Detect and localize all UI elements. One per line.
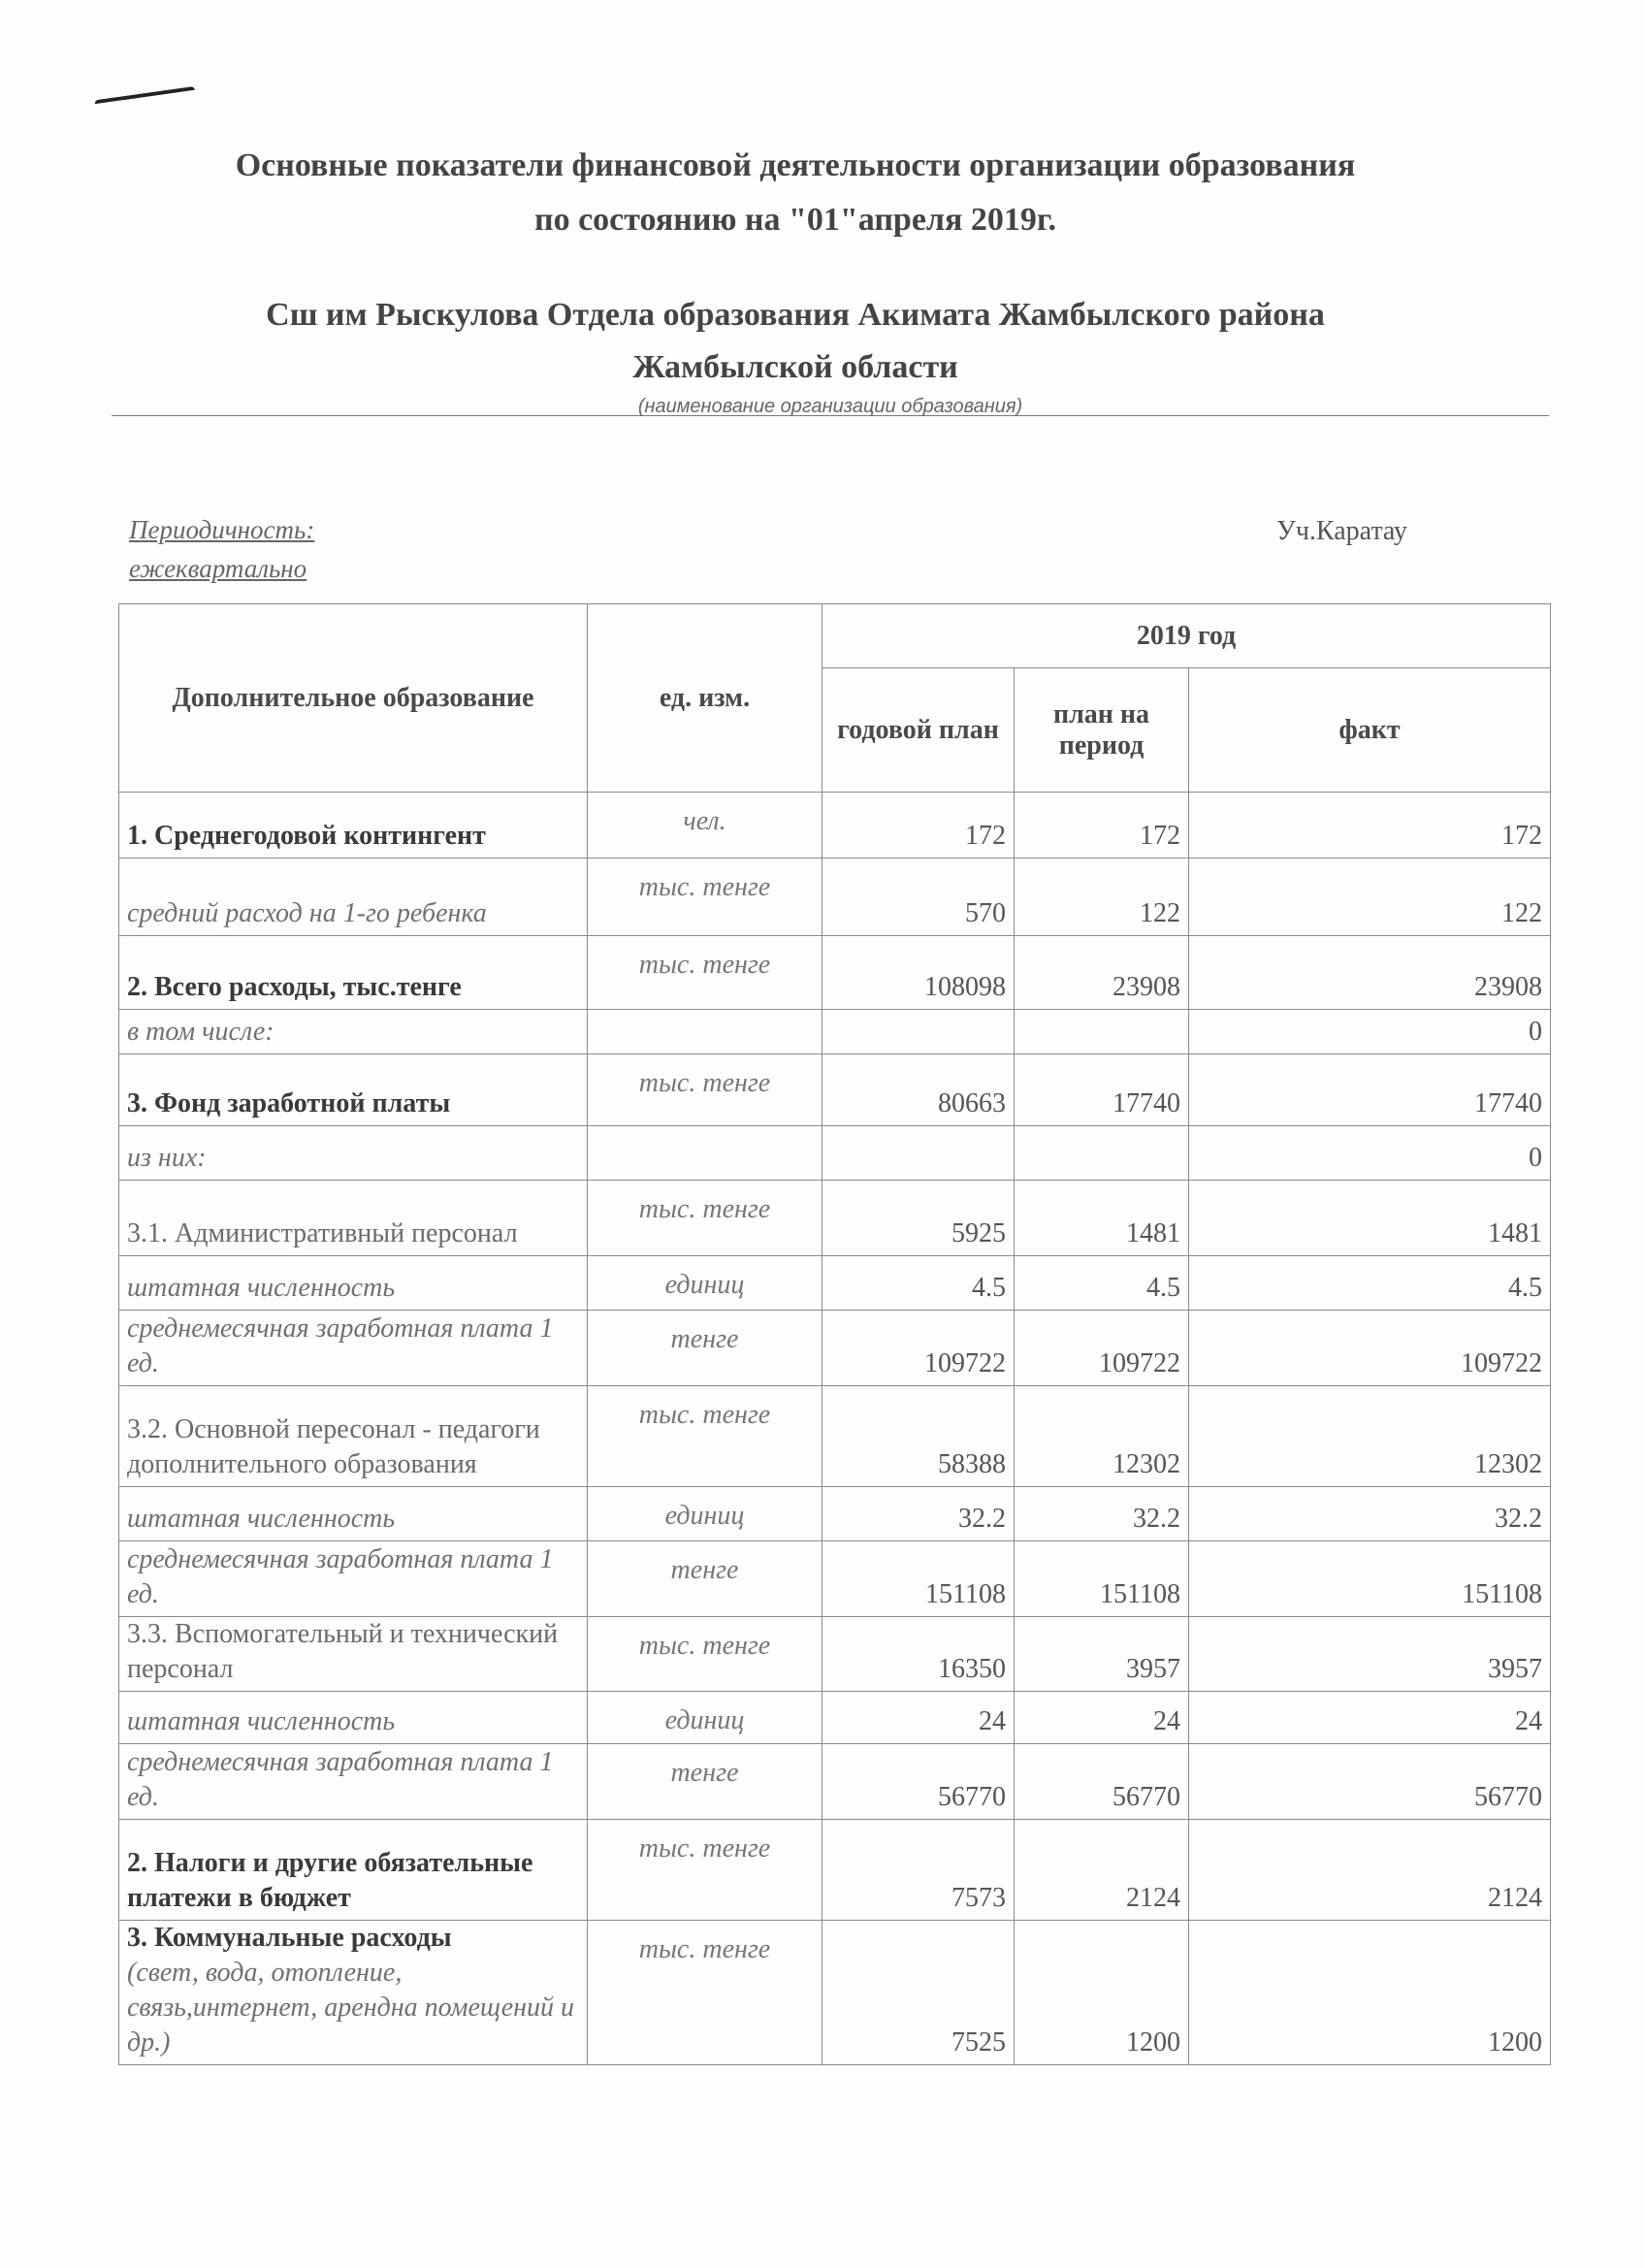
table-row bbox=[119, 1256, 1551, 1311]
row-annual-plan: 80663 bbox=[822, 1054, 1015, 1126]
row-period-plan: 109722 bbox=[1015, 1311, 1189, 1386]
row-period-plan: 24 bbox=[1015, 1692, 1189, 1744]
periodicity bbox=[129, 510, 314, 588]
row-unit: тыс. тенге bbox=[588, 1820, 822, 1921]
row-label bbox=[119, 1311, 588, 1386]
table-row bbox=[119, 1921, 1551, 2065]
row-label bbox=[119, 1181, 588, 1256]
row-fact: 0 bbox=[1189, 1126, 1551, 1181]
row-fact: 17740 bbox=[1189, 1054, 1551, 1126]
periodicity-value: ежеквартально bbox=[129, 554, 307, 583]
row-annual-plan: 7573 bbox=[822, 1820, 1015, 1921]
table-row bbox=[119, 1692, 1551, 1744]
row-label bbox=[119, 1820, 588, 1921]
table-row bbox=[119, 1010, 1551, 1054]
row-label-text: средний расход на 1-го ребенка bbox=[127, 898, 487, 928]
row-annual-plan bbox=[822, 1010, 1015, 1054]
header-unit: ед. изм. bbox=[588, 604, 822, 793]
header-fact: факт bbox=[1189, 668, 1551, 793]
table-row bbox=[119, 1386, 1551, 1487]
row-period-plan: 2124 bbox=[1015, 1820, 1189, 1921]
row-annual-plan bbox=[822, 1126, 1015, 1181]
organization-name-line1: Сш им Рыскулова Отдела образования Акимата Жамбылского района bbox=[266, 297, 1325, 333]
row-unit bbox=[588, 1010, 822, 1054]
document-title-line1: Основные показатели финансовой деятельности организации образования bbox=[235, 147, 1356, 183]
row-fact: 0 bbox=[1189, 1010, 1551, 1054]
row-label-text: 1. Среднегодовой контингент bbox=[127, 821, 486, 851]
row-unit: единиц bbox=[588, 1487, 822, 1541]
scan-pen-mark bbox=[94, 86, 196, 115]
row-label-text: в том числе: bbox=[127, 1017, 274, 1047]
row-period-plan: 4.5 bbox=[1015, 1256, 1189, 1311]
table-row bbox=[119, 1541, 1551, 1617]
row-period-plan: 1481 bbox=[1015, 1181, 1189, 1256]
row-unit bbox=[588, 1126, 822, 1181]
row-label bbox=[119, 1744, 588, 1820]
row-fact: 151108 bbox=[1189, 1541, 1551, 1617]
row-label bbox=[119, 1541, 588, 1617]
row-label-text: среднемесячная заработная плата 1 ед. bbox=[127, 1544, 554, 1609]
row-label-text: из них: bbox=[127, 1143, 207, 1173]
row-fact: 24 bbox=[1189, 1692, 1551, 1744]
row-annual-plan: 151108 bbox=[822, 1541, 1015, 1617]
row-period-plan: 12302 bbox=[1015, 1386, 1189, 1487]
row-label-text: 3. Коммунальные расходы bbox=[127, 1923, 452, 1953]
table-row bbox=[119, 1126, 1551, 1181]
table-row bbox=[119, 1744, 1551, 1820]
header-year: 2019 год bbox=[822, 604, 1551, 668]
organization-name-line2: Жамбылской области bbox=[632, 349, 958, 385]
row-unit: тыс. тенге bbox=[588, 1386, 822, 1487]
document-title-line2: по состоянию на "01"апреля 2019г. bbox=[534, 202, 1056, 238]
table-row bbox=[119, 793, 1551, 859]
row-annual-plan: 7525 bbox=[822, 1921, 1015, 2065]
table-row bbox=[119, 1311, 1551, 1386]
row-fact: 3957 bbox=[1189, 1617, 1551, 1692]
row-fact: 2124 bbox=[1189, 1820, 1551, 1921]
table-row bbox=[119, 1181, 1551, 1256]
row-fact: 56770 bbox=[1189, 1744, 1551, 1820]
header-annual-plan: годовой план bbox=[822, 668, 1015, 793]
row-label-text: 3. Фонд заработной платы bbox=[127, 1088, 451, 1118]
row-label bbox=[119, 793, 588, 859]
row-label bbox=[119, 859, 588, 936]
row-label-text: 3.1. Административный персонал bbox=[127, 1218, 518, 1248]
row-period-plan: 17740 bbox=[1015, 1054, 1189, 1126]
row-label bbox=[119, 1386, 588, 1487]
location: Уч.Каратау bbox=[1276, 516, 1407, 546]
row-label bbox=[119, 1487, 588, 1541]
row-annual-plan: 109722 bbox=[822, 1311, 1015, 1386]
row-unit: единиц bbox=[588, 1256, 822, 1311]
row-period-plan: 32.2 bbox=[1015, 1487, 1189, 1541]
row-label-text: среднемесячная заработная плата 1 ед. bbox=[127, 1747, 554, 1812]
row-label-text: 2. Налоги и другие обязательные платежи в бюджет bbox=[127, 1848, 533, 1913]
row-unit: чел. bbox=[588, 793, 822, 859]
row-annual-plan: 4.5 bbox=[822, 1256, 1015, 1311]
row-period-plan: 56770 bbox=[1015, 1744, 1189, 1820]
row-label bbox=[119, 1256, 588, 1311]
row-unit: тыс. тенге bbox=[588, 936, 822, 1010]
row-period-plan: 23908 bbox=[1015, 936, 1189, 1010]
row-fact: 4.5 bbox=[1189, 1256, 1551, 1311]
row-annual-plan: 108098 bbox=[822, 936, 1015, 1010]
row-unit: тыс. тенге bbox=[588, 1617, 822, 1692]
row-label-text: 3.3. Вспомогательный и технический персонал bbox=[127, 1619, 559, 1684]
row-label bbox=[119, 1054, 588, 1126]
row-fact: 23908 bbox=[1189, 936, 1551, 1010]
table-row bbox=[119, 859, 1551, 936]
row-fact: 32.2 bbox=[1189, 1487, 1551, 1541]
row-annual-plan: 24 bbox=[822, 1692, 1015, 1744]
row-fact: 122 bbox=[1189, 859, 1551, 936]
row-fact: 1200 bbox=[1189, 1921, 1551, 2065]
row-fact: 1481 bbox=[1189, 1181, 1551, 1256]
row-period-plan: 1200 bbox=[1015, 1921, 1189, 2065]
row-label-note: (свет, вода, отопление, связь,интернет, арендна помещений и др.) bbox=[127, 1958, 575, 2057]
header-period-plan: план на период bbox=[1015, 668, 1189, 793]
row-label-text: 3.2. Основной пересонал - педагоги дополнительного образования bbox=[127, 1414, 540, 1479]
row-fact: 12302 bbox=[1189, 1386, 1551, 1487]
row-unit: тенге bbox=[588, 1311, 822, 1386]
row-annual-plan: 16350 bbox=[822, 1617, 1015, 1692]
row-label bbox=[119, 936, 588, 1010]
row-unit: тенге bbox=[588, 1541, 822, 1617]
organization-caption: (наименование организации образования) bbox=[637, 396, 1023, 417]
row-label bbox=[119, 1010, 588, 1054]
row-annual-plan: 32.2 bbox=[822, 1487, 1015, 1541]
header-title: Дополнительное образование bbox=[119, 604, 588, 793]
financial-indicators-table bbox=[118, 603, 1551, 2065]
row-label bbox=[119, 1126, 588, 1181]
row-unit: тенге bbox=[588, 1744, 822, 1820]
table-row bbox=[119, 1487, 1551, 1541]
row-label-text: штатная численность bbox=[127, 1273, 396, 1303]
table-row bbox=[119, 1820, 1551, 1921]
table-row bbox=[119, 936, 1551, 1010]
row-label-text: 2. Всего расходы, тыс.тенге bbox=[127, 972, 462, 1002]
row-period-plan bbox=[1015, 1010, 1189, 1054]
row-label-text: штатная численность bbox=[127, 1706, 396, 1736]
table-row bbox=[119, 1617, 1551, 1692]
row-period-plan: 122 bbox=[1015, 859, 1189, 936]
row-annual-plan: 56770 bbox=[822, 1744, 1015, 1820]
row-label-text: среднемесячная заработная плата 1 ед. bbox=[127, 1313, 554, 1378]
row-fact: 172 bbox=[1189, 793, 1551, 859]
row-unit: единиц bbox=[588, 1692, 822, 1744]
row-fact: 109722 bbox=[1189, 1311, 1551, 1386]
row-annual-plan: 58388 bbox=[822, 1386, 1015, 1487]
row-label bbox=[119, 1921, 588, 2065]
row-unit: тыс. тенге bbox=[588, 1054, 822, 1126]
row-period-plan: 151108 bbox=[1015, 1541, 1189, 1617]
row-period-plan bbox=[1015, 1126, 1189, 1181]
row-period-plan: 172 bbox=[1015, 793, 1189, 859]
table-row bbox=[119, 1054, 1551, 1126]
row-annual-plan: 570 bbox=[822, 859, 1015, 936]
periodicity-label: Периодичность: bbox=[129, 515, 315, 544]
row-unit: тыс. тенге bbox=[588, 1181, 822, 1256]
row-annual-plan: 5925 bbox=[822, 1181, 1015, 1256]
row-unit: тыс. тенге bbox=[588, 1921, 822, 2065]
row-unit: тыс. тенге bbox=[588, 859, 822, 936]
row-label-text: штатная численность bbox=[127, 1504, 396, 1534]
row-label bbox=[119, 1692, 588, 1744]
row-period-plan: 3957 bbox=[1015, 1617, 1189, 1692]
row-annual-plan: 172 bbox=[822, 793, 1015, 859]
row-label bbox=[119, 1617, 588, 1692]
